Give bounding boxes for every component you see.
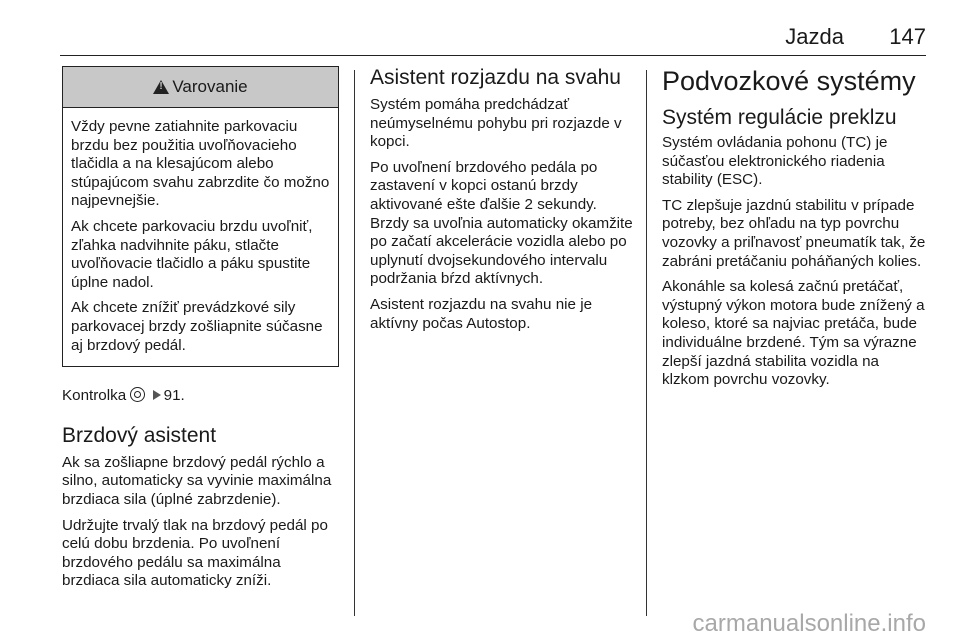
lamp-label: Kontrolka	[62, 387, 127, 405]
page-reference-icon	[153, 390, 161, 400]
column-right	[662, 66, 928, 397]
hill-start-paragraph: Systém pomáha predchádzať neúmyselnému pohybu pri rozjazde v kopci.	[370, 96, 622, 151]
traction-control-heading: Systém regulácie preklzu	[662, 106, 897, 129]
brake-assist-paragraph: Udržujte trvalý tlak na brzdový pedál po celú dobu brzdenia. Po uvoľnení brzdového pedálu sa maximálna brzdiaca sila automaticky zníži.	[62, 516, 328, 590]
brake-lamp-icon	[130, 387, 145, 402]
brake-assist-paragraph: Ak sa zošliapne brzdový pedál rýchlo a silno, automaticky sa vyvinie maximálna brzdiaca sila (úplné zabrzdenie).	[62, 453, 332, 508]
warning-paragraph: Vždy pevne zatiahnite parkovaciu brzdu bez použitia uvoľňovacieho tlačidla a na klesajúcom alebo stúpajúcom svahu zabrzdite čo možno najpevnejšie.	[71, 118, 330, 210]
chapter-heading: Podvozkové systémy	[662, 66, 916, 96]
watermark: carmanualsonline.info	[692, 610, 926, 637]
warning-body	[63, 108, 338, 366]
hill-start-heading: Asistent rozjazdu na svahu	[370, 66, 621, 89]
page-header	[60, 24, 926, 56]
header-rule	[60, 55, 926, 56]
warning-box	[62, 66, 339, 367]
page-number: 147	[889, 24, 926, 49]
column-left	[62, 66, 342, 598]
column-divider-1	[354, 70, 355, 616]
hill-start-paragraph: Po uvoľnení brzdového pedála po zastavení v kopci ostanú brzdy aktivované ešte ďalšie 2 sekundy. Brzdy sa uvoľnia automaticky okamžite po začatí akcelerácie vozidla alebo po uplynutí dvojsekundového intervalu podržania bŕzd aktívnych.	[370, 158, 633, 288]
warning-title: Varovanie	[172, 77, 248, 96]
warning-paragraph: Ak chcete znížiť prevádzkové sily parkovacej brzdy zošliapnite súčasne aj brzdový pedál.	[71, 299, 323, 354]
column-divider-2	[646, 70, 647, 616]
warning-header	[63, 67, 338, 108]
traction-paragraph: Systém ovládania pohonu (TC) je súčasťou elektronického riadenia stability (ESC).	[662, 134, 888, 189]
section-title: Jazda	[785, 24, 844, 49]
brake-assist-heading: Brzdový asistent	[62, 423, 217, 447]
warning-paragraph: Ak chcete parkovaciu brzdu uvoľniť, zľahka nadvihnite páku, stlačte uvoľňovacie tlačidlo a páku spustite úplne nadol.	[71, 217, 313, 291]
traction-paragraph: TC zlepšuje jazdnú stabilitu v prípade potreby, bez ohľadu na typ povrchu vozovky a priľnavosť pneumatík tak, že zabráni pretáčaniu poháňaných kolies.	[662, 196, 926, 270]
hill-start-paragraph: Asistent rozjazdu na svahu nie je aktívny počas Autostop.	[370, 295, 593, 332]
warning-triangle-icon	[153, 80, 169, 94]
column-middle	[370, 66, 638, 340]
traction-paragraph: Akonáhle sa kolesá začnú pretáčať, výstupný výkon motora bude znížený a koleso, ktoré sa najviac pretáča, bude individuálne brzdené. Tým sa výrazne zlepší jazdná stabilita vozidla na klzkom povrchu vozovky.	[662, 278, 925, 389]
lamp-page-ref: 91.	[163, 387, 185, 405]
lamp-reference	[62, 387, 342, 406]
